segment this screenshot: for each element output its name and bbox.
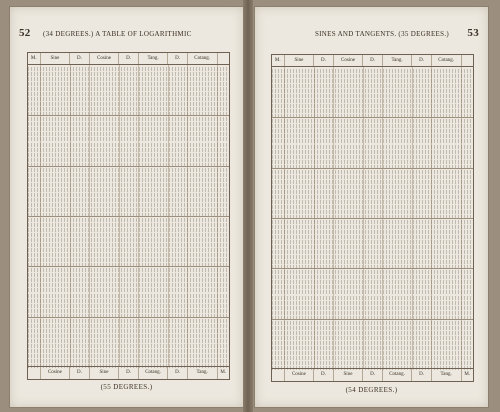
table-row [272,346,473,350]
col-header-diff: D. [119,53,138,64]
table-row [28,359,229,363]
table-row [28,102,229,106]
table-row [28,117,229,121]
col-footer-tangent: Tang. [432,369,462,381]
group-separator [272,268,473,269]
table-row [272,301,473,305]
table-row [28,354,229,358]
col-header-minutes: M. [272,55,285,66]
col-header-blank [462,55,474,66]
col-header-cosine: Cosine [90,53,120,64]
group-separator [28,266,229,267]
col-footer-blank [28,367,41,379]
table-row [272,255,473,259]
table-row [28,299,229,303]
col-header-diff: D. [363,55,382,66]
table-row [272,134,473,138]
col-header-cotangent: Cotang. [432,55,462,66]
group-separator [28,166,229,167]
table-row [272,139,473,143]
table-row [28,72,229,76]
table-row [272,124,473,128]
table-row [28,253,229,257]
col-header-tangent: Tang. [139,53,169,64]
table-row [272,89,473,93]
table-row [272,109,473,113]
table-row [272,240,473,244]
table-row [272,245,473,249]
col-footer-diff: D. [412,369,431,381]
table-row [272,185,473,189]
table-row [28,344,229,348]
table-row [28,238,229,242]
table-row [28,67,229,71]
table-row [28,137,229,141]
table-row [28,97,229,101]
col-footer-minutes: M. [220,370,227,375]
table-row [28,148,229,152]
left-log-table [27,52,230,380]
table-row [272,306,473,310]
table-row [272,180,473,184]
col-footer-diff: D. [119,367,138,379]
table-row [272,74,473,78]
table-row [272,290,473,294]
right-page [254,6,489,408]
table-row [28,188,229,192]
table-row [28,143,229,147]
table-row [272,356,473,360]
left-table-rows [28,65,229,367]
table-row [28,132,229,136]
table-row [272,160,473,164]
table-row [272,341,473,345]
table-row [272,270,473,274]
book-gutter [243,0,253,412]
table-row [272,285,473,289]
col-header-blank [218,53,230,64]
table-row [28,243,229,247]
table-row [28,283,229,287]
table-row [28,178,229,182]
group-separator [28,317,229,318]
table-row [28,77,229,81]
group-separator [272,168,473,169]
left-page-header [19,27,234,44]
col-footer-cosine: Cosine [41,367,71,379]
left-table-footer [28,366,229,379]
group-separator [272,117,473,118]
table-row [28,223,229,227]
table-row [28,208,229,212]
table-row [28,82,229,86]
table-row [272,230,473,234]
table-row [272,155,473,159]
group-separator [272,218,473,219]
col-header-cotangent: Cotang. [188,53,218,64]
right-page-title: SINES AND TANGENTS. (35 DEGREES.) [314,30,449,38]
col-footer-cotangent: Cotang. [139,367,169,379]
table-row [28,127,229,131]
right-table-rows [272,67,473,369]
table-row [28,248,229,252]
right-table-footer [272,368,473,381]
col-footer-cotangent: Cotang. [383,369,413,381]
table-row [272,170,473,174]
table-row [28,309,229,313]
table-row [28,329,229,333]
col-footer-sine: Sine [90,367,120,379]
table-row [272,145,473,149]
right-table-header [272,55,473,67]
table-row [272,99,473,103]
col-header-cosine: Cosine [334,55,364,66]
table-row [28,304,229,308]
group-separator [28,115,229,116]
table-row [28,168,229,172]
left-page [9,6,244,408]
col-header-diff: D. [168,53,187,64]
col-footer-sine: Sine [334,369,364,381]
left-page-title: (34 DEGREES.) A TABLE OF LOGARITHMIC [43,30,192,38]
table-row [272,210,473,214]
table-row [272,331,473,335]
group-separator [28,216,229,217]
table-row [28,339,229,343]
left-page-number: 52 [19,27,31,39]
table-row [28,258,229,262]
table-row [28,193,229,197]
col-header-diff: D. [412,55,431,66]
col-footer-diff: D. [168,367,187,379]
table-row [272,195,473,199]
col-header-sine: Sine [285,55,315,66]
right-page-number: 53 [467,27,479,39]
table-row [28,324,229,328]
col-footer-tangent: Tang. [188,367,218,379]
table-row [272,79,473,83]
table-row [272,361,473,365]
col-footer-diff: D. [314,369,333,381]
col-footer-cosine: Cosine [285,369,315,381]
col-header-tangent: Tang. [383,55,413,66]
table-row [272,321,473,325]
table-row [272,235,473,239]
table-row [28,319,229,323]
table-row [28,288,229,292]
table-row [272,260,473,264]
table-row [272,190,473,194]
table-row [28,107,229,111]
left-page-footer: (55 DEGREES.) [100,383,153,391]
table-row [28,334,229,338]
table-row [272,119,473,123]
table-row [28,173,229,177]
table-row [272,296,473,300]
table-row [272,336,473,340]
left-table-header [28,53,229,65]
table-row [28,349,229,353]
table-row [272,326,473,330]
col-header-sine: Sine [41,53,71,64]
right-page-header [264,27,479,44]
table-row [28,203,229,207]
table-row [272,275,473,279]
table-row [28,273,229,277]
table-row [28,153,229,157]
table-row [28,158,229,162]
table-row [272,205,473,209]
col-header-diff: D. [314,55,333,66]
table-row [28,268,229,272]
col-header-minutes: M. [28,53,41,64]
table-row [28,122,229,126]
right-log-table [271,54,474,382]
table-row [28,218,229,222]
table-row [272,311,473,315]
col-header-diff: D. [70,53,89,64]
table-row [272,150,473,154]
right-page-footer: (54 DEGREES.) [345,386,398,394]
table-row [28,92,229,96]
table-row [272,351,473,355]
table-row [28,278,229,282]
table-row [28,233,229,237]
group-separator [272,319,473,320]
table-row [272,225,473,229]
table-row [28,87,229,91]
col-footer-diff: D. [70,367,89,379]
table-row [272,250,473,254]
table-row [28,294,229,298]
table-row [272,104,473,108]
table-row [272,84,473,88]
table-row [28,228,229,232]
table-row [28,198,229,202]
table-row [28,183,229,187]
table-row [272,129,473,133]
col-footer-diff: D. [363,369,382,381]
table-row [272,280,473,284]
table-row [272,200,473,204]
table-row [272,69,473,73]
table-row [272,175,473,179]
table-row [272,94,473,98]
col-footer-blank [272,369,285,381]
col-footer-minutes: M. [464,372,471,377]
table-row [272,220,473,224]
